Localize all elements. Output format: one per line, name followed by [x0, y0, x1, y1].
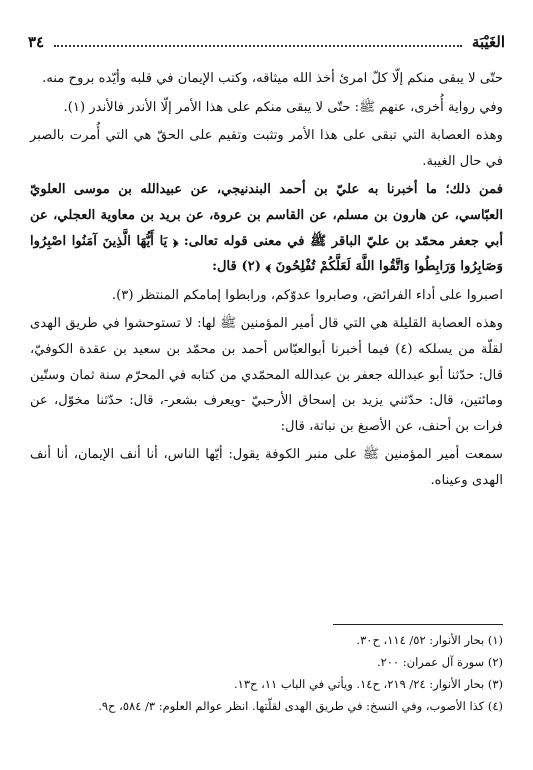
paragraph: فمن ذلك؛ ما أخبرنا به عليّ بن أحمد البندنيجي، عن عبيدالله بن موسى العلويّ العبّاسي، عن هارون بن مسلم، عن القاسم بن عروة، عن بريد بن معاوية العجلي، عن أبي جعفر محمّد بن عليّ الباقر ﷺ في معنى قوله تعالى: ﴿ يَا أَيُّهَا الَّذِينَ آمَنُوا اصْبِرُوا وَصَابِرُوا وَرَابِطُوا وَاتَّقُوا اللَّهَ لَعَلَّكُمْ تُفْلِحُونَ ﴾ (٢) قال: [30, 182, 503, 275]
main-text [30, 66, 503, 497]
footnote: (٤) كذا الأصوب، وفي النسخ: في طريق الهدى لقلّتها. انظر عوالم العلوم: ٣/ ٥٨٤، ح٩. [98, 699, 503, 713]
footnotes-section [30, 624, 503, 717]
footnote-separator [333, 624, 503, 625]
page-number: ٣٤ [28, 33, 45, 51]
page-title: الغَيْبَة [471, 33, 505, 51]
paragraph: وفي رواية أُخرى، عنهم ﷺ: حتّى لا يبقى منكم على هذا الأمر إلّا الأندر فالأندر (١). [63, 99, 503, 115]
paragraph: سمعت أمير المؤمنين ﷺ على منبر الكوفة يقول: أيّها الناس، أنا أنف الإيمان، أنا أنف الهدى وعيناه. [30, 447, 503, 488]
header-dotted-leader [54, 45, 462, 47]
paragraph: وهذه العصابة القليلة هي التي قال أمير المؤمنين ﷺ لها: لا تستوحشوا في طريق الهدى لقلّة من يسلكه (٤) فيما أخبرنا أبوالعبّاس أحمد بن محمّد بن سعيد بن عقدة الكوفيّ، قال: حدّثنا أبو عبدالله جعفر بن عبدالله المحمّدي من كتابه في المحرّم سنة ثمان وستّين ومائتين، قال: حدّثني يزيد بن إسحاق الأرحبيّ -ويعرف بشعر-، قال: حدّثنا مخوّل، عن فرات بن أحنف، عن الأصبغ بن نباتة، قال: [30, 316, 503, 434]
paragraph: وهذه العصابة التي تبقى على هذا الأمر وتثبت وتقيم على الحقّ هي التي أُمرت بالصبر في حال الغيبة. [30, 128, 503, 169]
footnote: (٢) سورة آل عمران: ٢٠٠. [376, 655, 503, 669]
paragraph: حتّى لا يبقى منكم إلّا كلّ امرئ أخذ الله ميثاقه، وكتب الإيمان في قلبه وأيّده بروح منه. [42, 71, 503, 86]
footnote: (٣) بحار الأنوار: ٢٤/ ٢١٩، ح١٤. ويأتي في الباب ١١، ح١٣. [234, 677, 503, 691]
paragraph: اصبروا على أداء الفرائض، وصابروا عدوّكم، ورابطوا إمامكم المنتظر (٣). [111, 287, 503, 303]
footnote: (١) بحار الأنوار: ٥٢/ ١١٤، ح٣٠. [356, 633, 503, 647]
running-header [28, 30, 505, 54]
